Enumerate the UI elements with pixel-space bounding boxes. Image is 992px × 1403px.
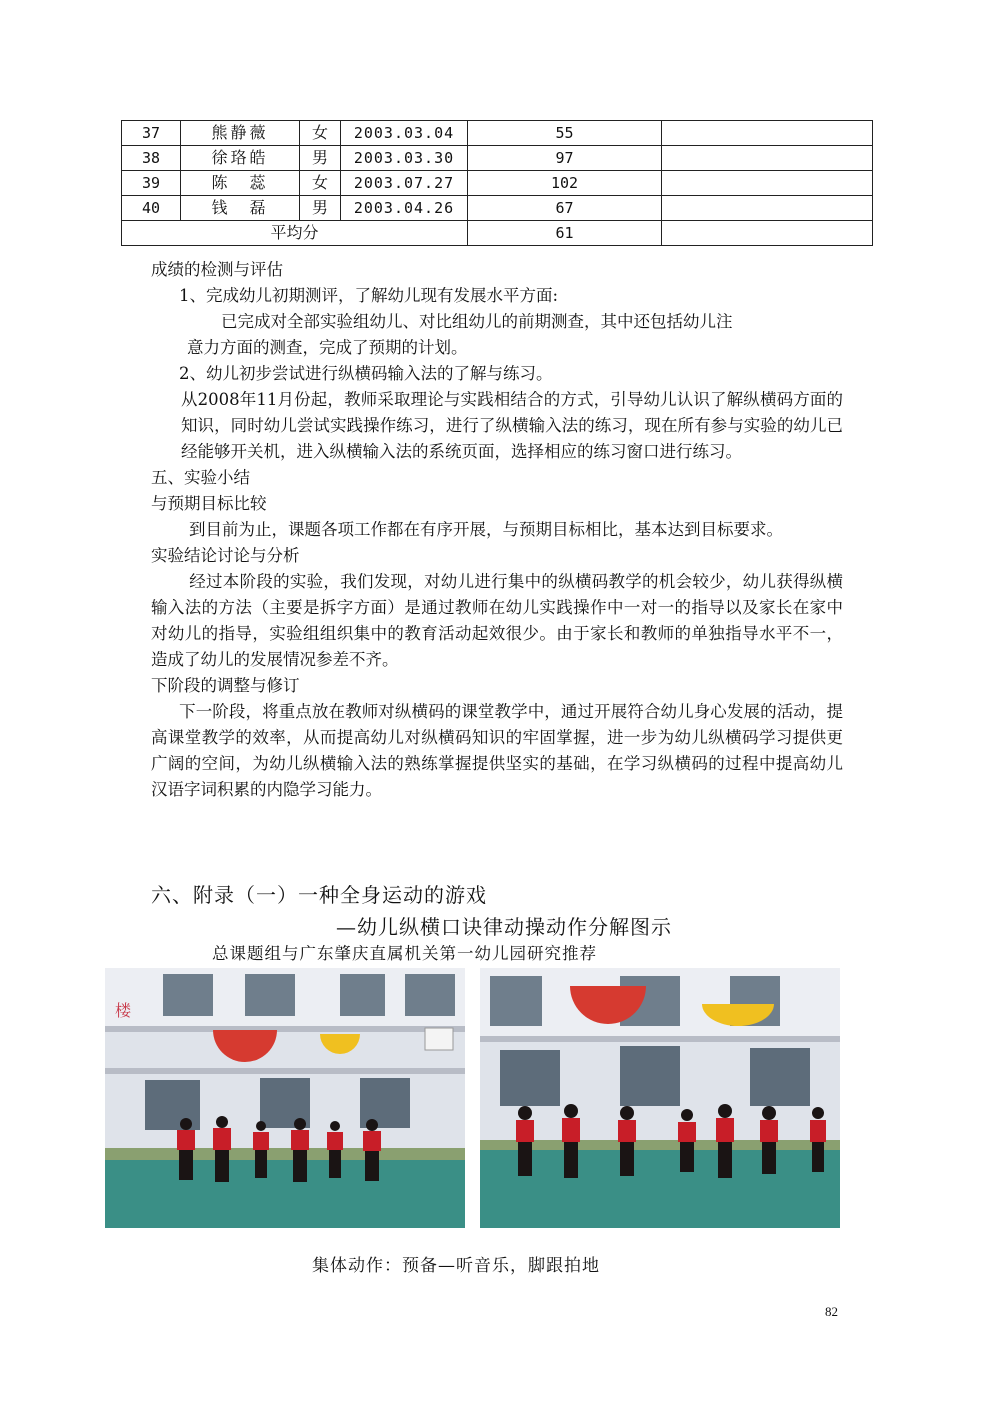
eval-item-1: 1、完成幼儿初期测评，了解幼儿现有发展水平方面: bbox=[179, 286, 559, 305]
student-score: 67 bbox=[468, 196, 662, 221]
kindergarten-scene-illustration bbox=[105, 968, 465, 1228]
birth-date: 2003.03.04 bbox=[341, 121, 468, 146]
building-sign: 楼 bbox=[115, 1001, 132, 1020]
eval-heading: 成绩的检测与评估 bbox=[151, 260, 283, 279]
student-score: 55 bbox=[468, 121, 662, 146]
score-table bbox=[121, 120, 873, 246]
eval-item-2-paragraph: 从2008年11月份起，教师采取理论与实践相结合的方式，引导幼儿认识了解纵横码方面的知识，同时幼儿尝试实践操作练习，进行了纵横输入法的练习，现在所有参与实验的幼儿已经能够开关机，进入纵横输入法的系统页面，选择相应的练习窗口进行练习。 bbox=[181, 390, 843, 461]
student-name: 陈 蕊 bbox=[181, 171, 300, 196]
table-row bbox=[122, 196, 873, 221]
eval-item-1-line-2: 意力方面的测查，完成了预期的计划。 bbox=[187, 338, 468, 357]
photo-caption: 集体动作：预备—听音乐，脚跟拍地 bbox=[312, 1256, 600, 1276]
birth-date: 2003.07.27 bbox=[341, 171, 468, 196]
student-sex: 男 bbox=[300, 146, 341, 171]
student-note bbox=[662, 171, 873, 196]
appendix-credit: 总课题组与广东肇庆直属机关第一幼儿园研究推荐 bbox=[212, 944, 597, 963]
eval-item-2: 2、幼儿初步尝试进行纵横码输入法的了解与练习。 bbox=[179, 364, 553, 383]
student-score: 102 bbox=[468, 171, 662, 196]
appendix-subtitle: —幼儿纵横口诀律动操动作分解图示 bbox=[336, 915, 672, 939]
student-number: 40 bbox=[122, 196, 181, 221]
table-row bbox=[122, 146, 873, 171]
average-label: 平均分 bbox=[122, 221, 468, 246]
average-note bbox=[662, 221, 873, 246]
report-body bbox=[151, 257, 843, 803]
exercise-photo-left bbox=[105, 968, 465, 1228]
kindergarten-scene-illustration bbox=[480, 968, 840, 1228]
discussion-paragraph bbox=[151, 569, 843, 673]
score-table-body bbox=[122, 121, 873, 246]
appendix-title: 六、附录（一）一种全身运动的游戏 bbox=[151, 883, 487, 907]
student-sex: 男 bbox=[300, 196, 341, 221]
next-text: 下一阶段，将重点放在教师对纵横码的课堂教学中，通过开展符合幼儿身心发展的活动，提高课堂教学的效率，从而提高幼儿对纵横码知识的牢固掌握，进一步为幼儿纵横码学习提供更广阔的空间，为幼儿纵横输入法的熟练掌握提供坚实的基础，在学习纵横码的过程中提高幼儿汉语字词积累的内隐学习能力。 bbox=[151, 702, 843, 799]
exercise-photo-right bbox=[480, 968, 840, 1228]
student-sex: 女 bbox=[300, 171, 341, 196]
student-name: 徐珞皓 bbox=[181, 146, 300, 171]
birth-date: 2003.04.26 bbox=[341, 196, 468, 221]
compare-text: 到目前为止，课题各项工作都在有序开展，与预期目标相比，基本达到目标要求。 bbox=[189, 520, 783, 539]
next-paragraph bbox=[151, 699, 843, 803]
student-number: 37 bbox=[122, 121, 181, 146]
student-number: 39 bbox=[122, 171, 181, 196]
summary-heading: 五、实验小结 bbox=[151, 468, 250, 487]
student-note bbox=[662, 196, 873, 221]
compare-paragraph bbox=[151, 517, 843, 543]
student-note bbox=[662, 121, 873, 146]
student-number: 38 bbox=[122, 146, 181, 171]
student-name: 钱 磊 bbox=[181, 196, 300, 221]
discussion-text: 经过本阶段的实验，我们发现，对幼儿进行集中的纵横码教学的机会较少，幼儿获得纵横输入法的方法（主要是拆字方面）是通过教师在幼儿实践操作中一对一的指导以及家长在家中对幼儿的指导，实验组组织集中的教育活动起效很少。由于家长和教师的单独指导水平不一，造成了幼儿的发展情况参差不齐。 bbox=[151, 572, 843, 669]
student-name: 熊静薇 bbox=[181, 121, 300, 146]
table-row bbox=[122, 121, 873, 146]
student-sex: 女 bbox=[300, 121, 341, 146]
compare-heading: 与预期目标比较 bbox=[151, 494, 267, 513]
birth-date: 2003.03.30 bbox=[341, 146, 468, 171]
average-row bbox=[122, 221, 873, 246]
eval-item-1-line-1: 已完成对全部实验组幼儿、对比组幼儿的前期测查，其中还包括幼儿注 bbox=[221, 312, 733, 331]
student-score: 97 bbox=[468, 146, 662, 171]
discussion-heading: 实验结论讨论与分析 bbox=[151, 546, 300, 565]
page-number: 82 bbox=[825, 1304, 838, 1319]
student-note bbox=[662, 146, 873, 171]
average-value: 61 bbox=[468, 221, 662, 246]
table-row bbox=[122, 171, 873, 196]
next-heading: 下阶段的调整与修订 bbox=[151, 676, 300, 695]
